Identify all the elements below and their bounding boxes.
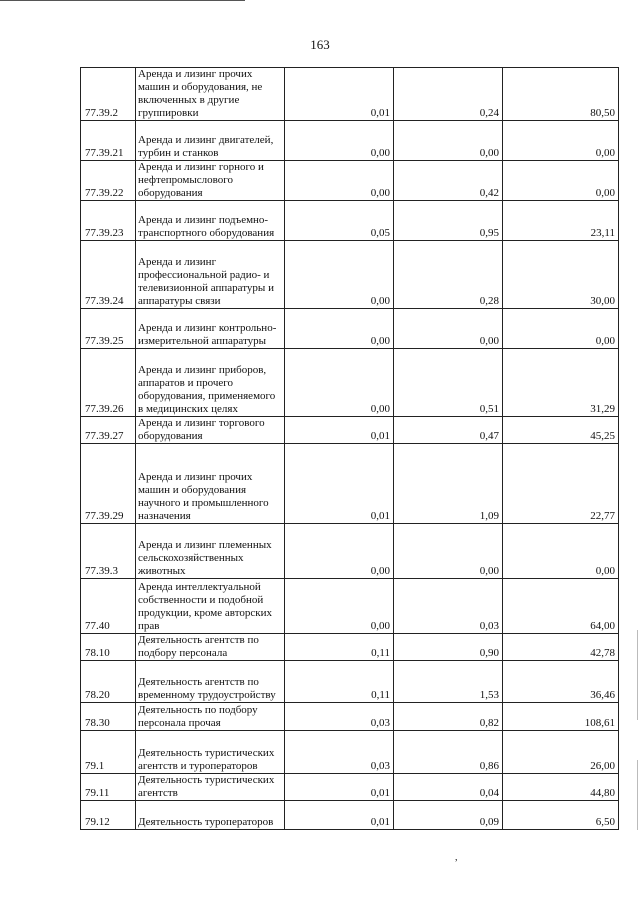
row-value-2: 1,09 [394,444,503,524]
table-row [81,241,619,309]
row-value-1: 0,03 [285,731,394,774]
row-name: Деятельность туроператоров [136,801,285,830]
row-code: 77.39.22 [81,161,136,201]
table-row [81,444,619,524]
table-row [81,801,619,830]
table-row [81,774,619,801]
row-value-3: 31,29 [503,349,619,417]
row-value-2: 0,03 [394,579,503,634]
row-value-1: 0,01 [285,801,394,830]
row-value-3: 108,61 [503,703,619,731]
row-value-3: 36,46 [503,661,619,703]
row-value-1: 0,03 [285,703,394,731]
row-value-2: 0,95 [394,201,503,241]
row-value-2: 0,00 [394,309,503,349]
data-table [80,67,619,830]
row-value-1: 0,01 [285,68,394,121]
row-value-2: 0,00 [394,524,503,579]
row-code: 79.1 [81,731,136,774]
row-value-1: 0,11 [285,634,394,661]
row-code: 79.12 [81,801,136,830]
row-code: 77.39.21 [81,121,136,161]
row-name: Деятельность агентств по подбору персонала [136,634,285,661]
row-code: 77.39.24 [81,241,136,309]
row-value-1: 0,01 [285,417,394,444]
row-value-3: 23,11 [503,201,619,241]
row-value-2: 0,42 [394,161,503,201]
scan-edge [637,630,638,720]
row-name: Аренда и лизинг торгового оборудования [136,417,285,444]
row-value-3: 22,77 [503,444,619,524]
row-value-2: 0,24 [394,68,503,121]
row-value-1: 0,00 [285,579,394,634]
row-name: Аренда и лизинг профессиональной радио- и телевизионной аппаратуры и аппаратуры связи [136,241,285,309]
row-value-1: 0,00 [285,524,394,579]
row-name: Аренда и лизинг горного и нефтепромыслового оборудования [136,161,285,201]
row-name: Аренда и лизинг прочих машин и оборудования, не включенных в другие группировки [136,68,285,121]
top-rule [0,0,245,1]
row-value-3: 0,00 [503,121,619,161]
row-code: 77.39.27 [81,417,136,444]
row-name: Деятельность туристических агентств [136,774,285,801]
row-name: Аренда и лизинг племенных сельскохозяйственных животных [136,524,285,579]
table-row [81,634,619,661]
row-name: Аренда интеллектуальной собственности и подобной продукции, кроме авторских прав [136,579,285,634]
row-value-1: 0,11 [285,661,394,703]
row-value-3: 0,00 [503,161,619,201]
row-name: Деятельность по подбору персонала прочая [136,703,285,731]
row-name: Деятельность агентств по временному трудоустройству [136,661,285,703]
table-row [81,349,619,417]
row-code: 78.10 [81,634,136,661]
row-code: 79.11 [81,774,136,801]
row-value-1: 0,01 [285,774,394,801]
row-name: Аренда и лизинг двигателей, турбин и станков [136,121,285,161]
table-row [81,161,619,201]
row-value-3: 42,78 [503,634,619,661]
row-value-1: 0,01 [285,444,394,524]
row-code: 77.39.3 [81,524,136,579]
row-value-1: 0,00 [285,309,394,349]
table-row [81,201,619,241]
row-name: Аренда и лизинг приборов, аппаратов и прочего оборудования, применяемого в медицинских целях [136,349,285,417]
row-value-1: 0,00 [285,161,394,201]
row-value-3: 30,00 [503,241,619,309]
row-value-2: 0,09 [394,801,503,830]
table-row [81,579,619,634]
row-value-1: 0,00 [285,121,394,161]
table-row [81,524,619,579]
row-value-3: 44,80 [503,774,619,801]
table-row [81,703,619,731]
row-value-2: 0,51 [394,349,503,417]
scan-speck: , [455,852,458,863]
row-code: 77.39.2 [81,68,136,121]
row-value-2: 1,53 [394,661,503,703]
row-value-2: 0,86 [394,731,503,774]
row-value-2: 0,28 [394,241,503,309]
row-value-3: 6,50 [503,801,619,830]
row-code: 78.30 [81,703,136,731]
row-name: Аренда и лизинг подъемно-транспортного оборудования [136,201,285,241]
row-code: 77.39.25 [81,309,136,349]
table-row [81,417,619,444]
row-name: Аренда и лизинг контрольно-измерительной аппаратуры [136,309,285,349]
row-value-2: 0,82 [394,703,503,731]
table-row [81,68,619,121]
row-value-3: 45,25 [503,417,619,444]
row-code: 78.20 [81,661,136,703]
row-value-2: 0,00 [394,121,503,161]
row-value-1: 0,05 [285,201,394,241]
page-number: 163 [310,37,330,52]
row-value-2: 0,47 [394,417,503,444]
table-row [81,309,619,349]
table-row [81,731,619,774]
table-row [81,661,619,703]
scan-edge [637,760,638,830]
row-value-3: 80,50 [503,68,619,121]
row-code: 77.39.26 [81,349,136,417]
row-value-3: 0,00 [503,309,619,349]
row-value-1: 0,00 [285,349,394,417]
row-name: Аренда и лизинг прочих машин и оборудования научного и промышленного назначения [136,444,285,524]
row-code: 77.39.29 [81,444,136,524]
table-row [81,121,619,161]
row-value-3: 26,00 [503,731,619,774]
row-value-2: 0,90 [394,634,503,661]
row-value-2: 0,04 [394,774,503,801]
row-value-3: 64,00 [503,579,619,634]
row-code: 77.39.23 [81,201,136,241]
row-name: Деятельность туристических агентств и туроператоров [136,731,285,774]
row-code: 77.40 [81,579,136,634]
row-value-1: 0,00 [285,241,394,309]
row-value-3: 0,00 [503,524,619,579]
